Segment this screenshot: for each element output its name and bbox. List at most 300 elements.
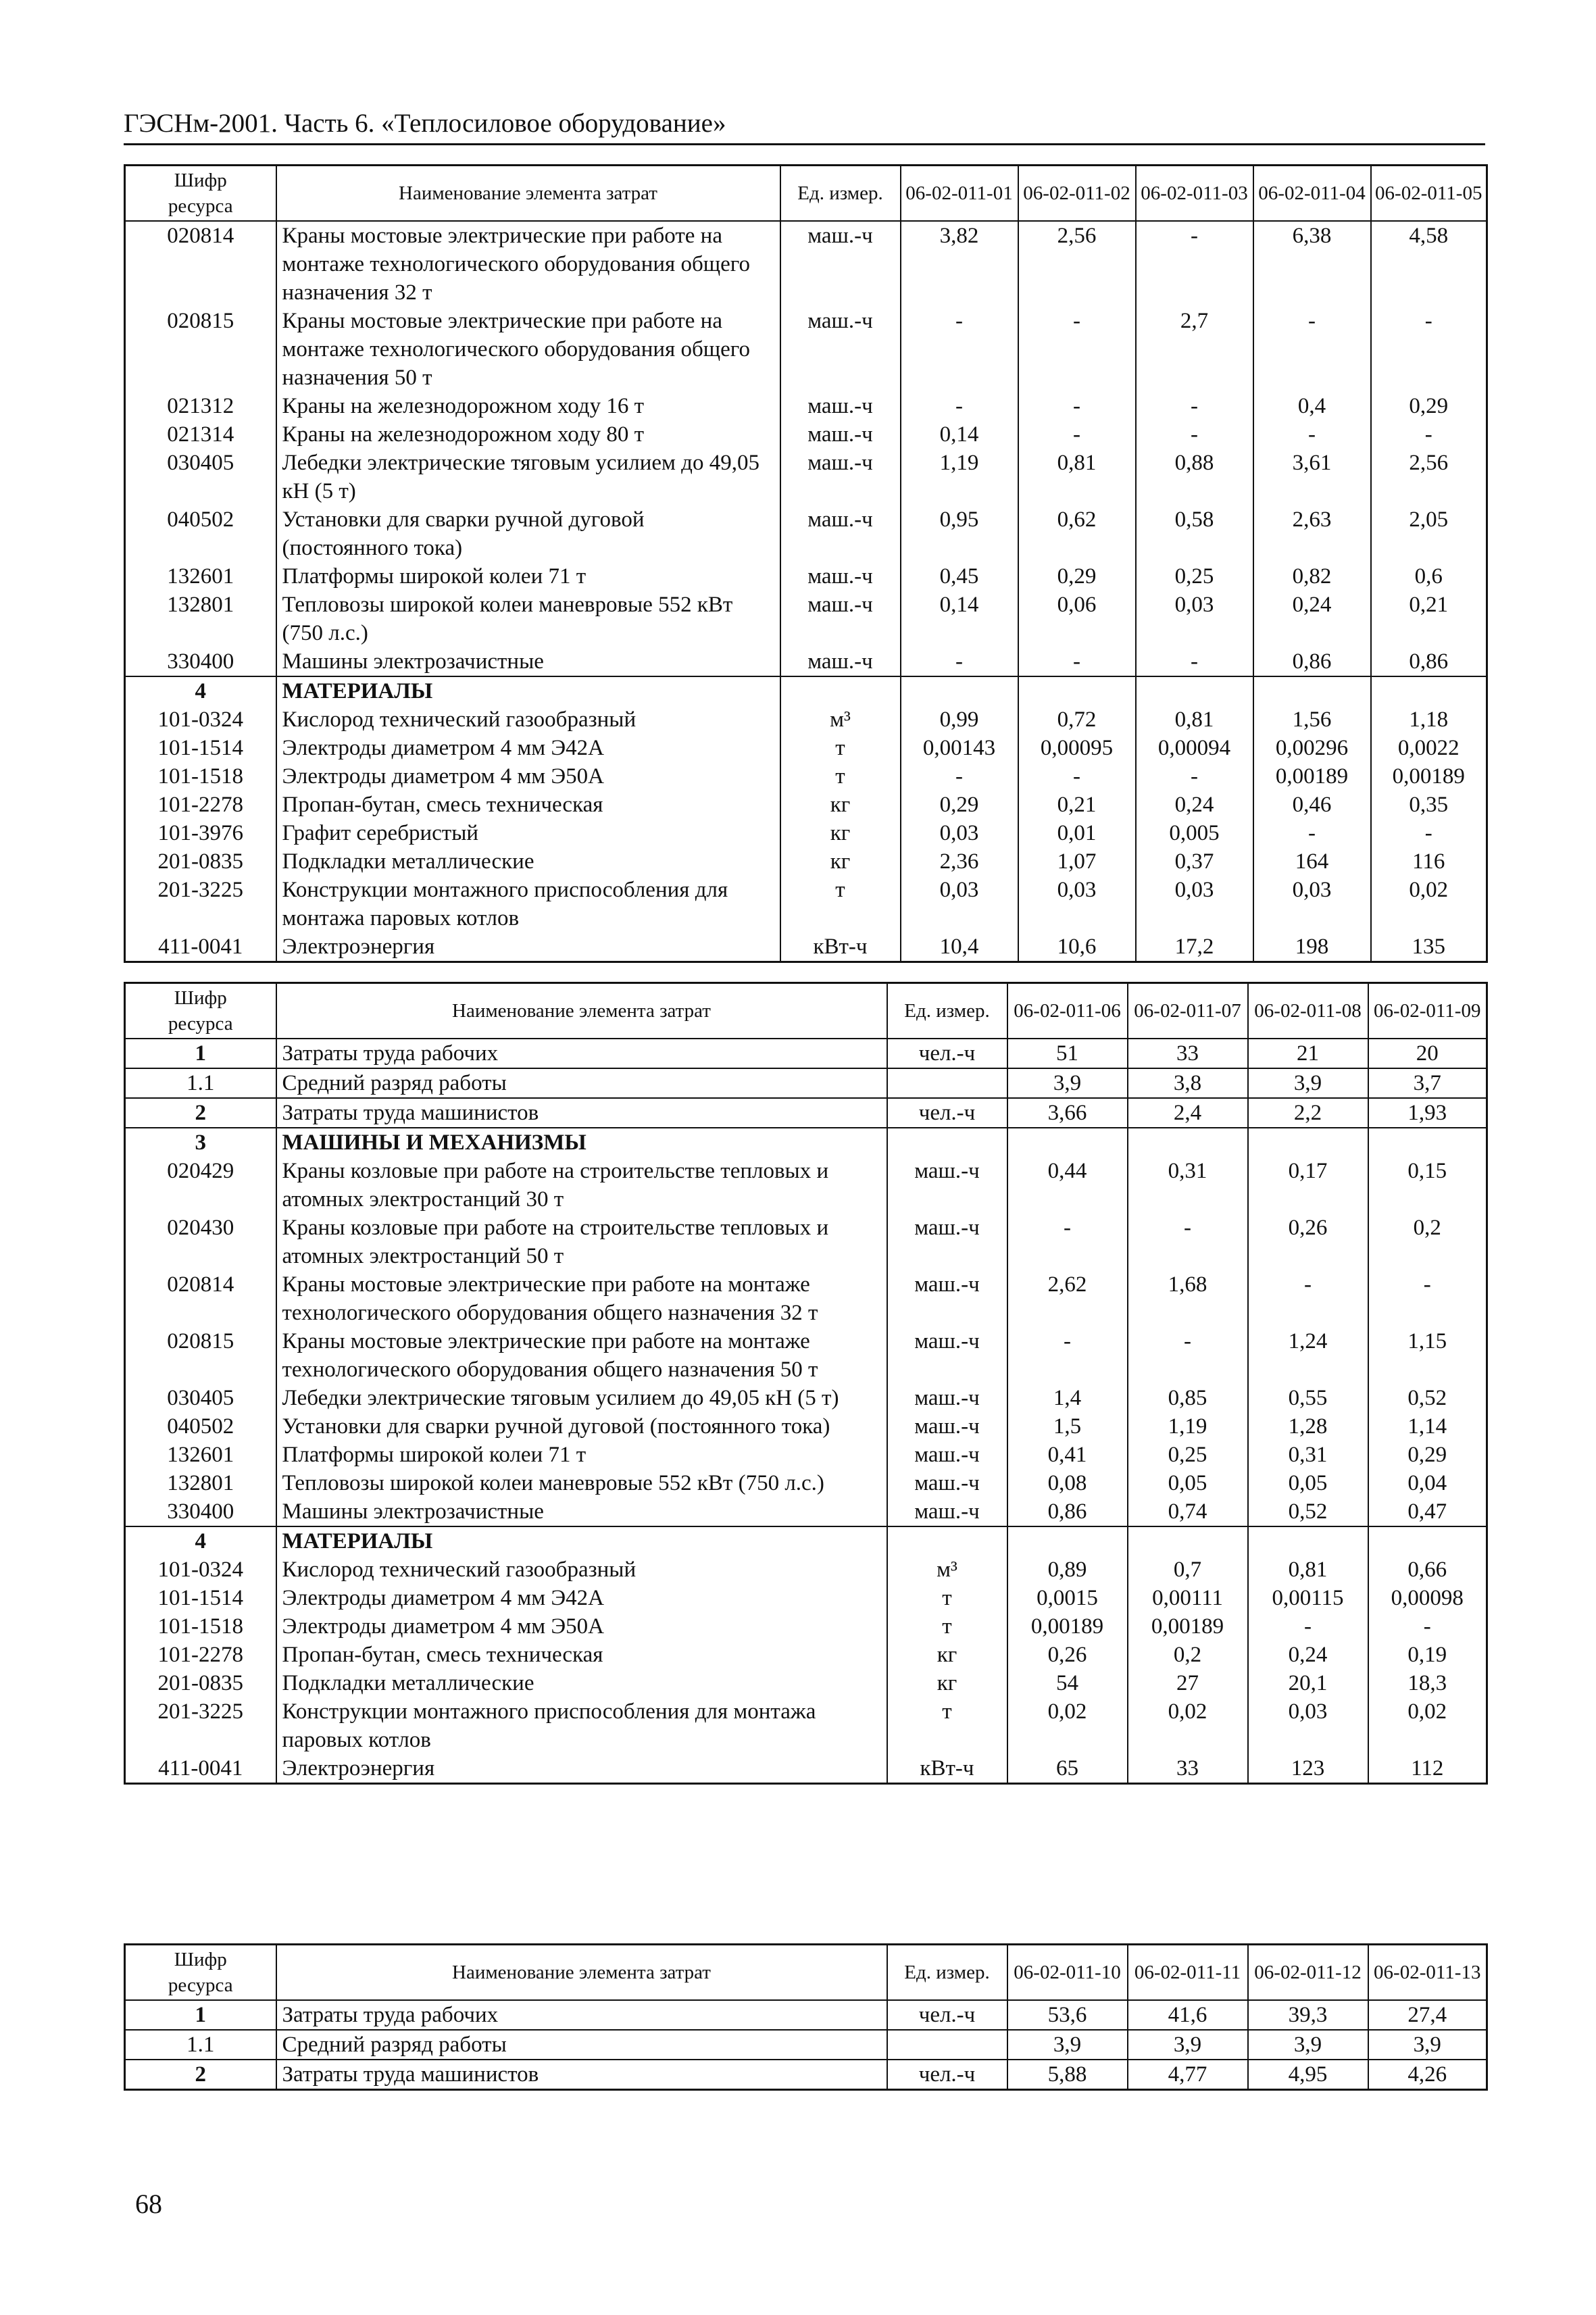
header-norm-code: 06-02-011-11 [1128, 1945, 1248, 2001]
resource-code: 030405 [125, 1384, 276, 1412]
table-row [125, 1068, 1487, 1098]
table-row [125, 562, 1487, 591]
cost-element-name: Пропан-бутан, смесь техническая [276, 1641, 887, 1669]
norm-value: 0,81 [1136, 705, 1253, 734]
table-row [125, 1669, 1487, 1697]
norm-value: 1,15 [1368, 1327, 1487, 1384]
unit: т [780, 734, 901, 762]
norm-value: 0,05 [1248, 1469, 1368, 1497]
norm-value: 1,19 [1128, 1412, 1248, 1441]
resource-code: 040502 [125, 1412, 276, 1441]
norm-value: - [1253, 307, 1371, 392]
table-row [125, 1612, 1487, 1641]
table-row [125, 420, 1487, 449]
cost-element-name: Электроэнергия [276, 1754, 887, 1784]
cost-element-name: Конструкции монтажного приспособления для монтажа паровых котлов [276, 876, 780, 932]
norm-value: 0,03 [901, 876, 1018, 932]
resource-code: 2 [125, 1098, 276, 1128]
norm-value: - [1371, 307, 1487, 392]
norm-value: 3,9 [1248, 1068, 1368, 1098]
cost-element-name: Тепловозы широкой колеи маневровые 552 кВт (750 л.с.) [276, 1469, 887, 1497]
norm-value: 20,1 [1248, 1669, 1368, 1697]
norm-value: 1,68 [1128, 1270, 1248, 1327]
unit: маш.-ч [780, 221, 901, 307]
norm-value: 0,2 [1128, 1641, 1248, 1669]
norm-value: 0,26 [1248, 1214, 1368, 1270]
norm-value: 0,26 [1007, 1641, 1128, 1669]
norm-value: 27,4 [1368, 2000, 1487, 2030]
norm-value: 20 [1368, 1039, 1487, 1068]
norm-value: 41,6 [1128, 2000, 1248, 2030]
table-row [125, 1270, 1487, 1327]
header-norm-code: 06-02-011-07 [1128, 983, 1248, 1039]
norm-value: 4,26 [1368, 2060, 1487, 2090]
unit [887, 2030, 1007, 2060]
norm-value: 2,05 [1371, 505, 1487, 562]
unit: маш.-ч [887, 1214, 1007, 1270]
unit: кг [780, 847, 901, 876]
unit [887, 1526, 1007, 1555]
table-row [125, 647, 1487, 676]
unit: чел.-ч [887, 2000, 1007, 2030]
unit: маш.-ч [780, 449, 901, 505]
unit: маш.-ч [780, 562, 901, 591]
table-row [125, 1412, 1487, 1441]
norm-value: 1,28 [1248, 1412, 1368, 1441]
header-code: Шифр ресурса [125, 983, 276, 1039]
norm-value: 1,24 [1248, 1327, 1368, 1384]
cost-element-name: Лебедки электрические тяговым усилием до 49,05 кН (5 т) [276, 1384, 887, 1412]
norm-value: - [1136, 221, 1253, 307]
resource-code: 020815 [125, 1327, 276, 1384]
cost-element-name: Конструкции монтажного приспособления для монтажа паровых котлов [276, 1697, 887, 1754]
resource-code: 411-0041 [125, 932, 276, 962]
norm-value: 0,24 [1248, 1641, 1368, 1669]
table-row [125, 505, 1487, 562]
table-row [125, 1469, 1487, 1497]
norm-value: 1,56 [1253, 705, 1371, 734]
cost-element-name: Краны мостовые электрические при работе на монтаже технологического оборудования общего назначения 50 т [276, 307, 780, 392]
header-name: Наименование элемента затрат [276, 983, 887, 1039]
resource-code: 101-2278 [125, 1641, 276, 1669]
header-name: Наименование элемента затрат [276, 1945, 887, 2001]
norm-value: 0,29 [901, 791, 1018, 819]
norm-value: 0,00098 [1368, 1584, 1487, 1612]
norm-value: 54 [1007, 1669, 1128, 1697]
norm-value: - [1368, 1270, 1487, 1327]
unit: маш.-ч [887, 1497, 1007, 1526]
header-norm-code: 06-02-011-04 [1253, 166, 1371, 222]
resource-code: 201-0835 [125, 847, 276, 876]
norm-value: 0,41 [1007, 1441, 1128, 1469]
section-row [125, 1526, 1487, 1555]
norm-value: 1,5 [1007, 1412, 1128, 1441]
cost-element-name: Машины электрозачистные [276, 647, 780, 676]
page-number: 68 [135, 2189, 162, 2219]
unit: кВт-ч [887, 1754, 1007, 1784]
norm-value: 0,85 [1128, 1384, 1248, 1412]
unit: маш.-ч [887, 1384, 1007, 1412]
unit: маш.-ч [887, 1469, 1007, 1497]
norm-value: 3,7 [1368, 1068, 1487, 1098]
norms-table-3 [124, 1943, 1488, 2091]
unit: т [887, 1697, 1007, 1754]
header-norm-code: 06-02-011-10 [1007, 1945, 1128, 2001]
unit: маш.-ч [887, 1412, 1007, 1441]
table-row [125, 449, 1487, 505]
norm-value: 2,63 [1253, 505, 1371, 562]
norm-value: 21 [1248, 1039, 1368, 1068]
table-row [125, 1157, 1487, 1214]
norm-value: 2,4 [1128, 1098, 1248, 1128]
unit: т [887, 1612, 1007, 1641]
norm-value: 0,29 [1368, 1441, 1487, 1469]
resource-code: 330400 [125, 647, 276, 676]
norm-value: - [1248, 1270, 1368, 1327]
table-body [125, 2000, 1487, 2090]
unit: маш.-ч [780, 591, 901, 647]
norm-value: 0,14 [901, 591, 1018, 647]
norm-value: 2,56 [1018, 221, 1136, 307]
norm-value: 18,3 [1368, 1669, 1487, 1697]
norm-value: 3,82 [901, 221, 1018, 307]
norm-value: - [1128, 1327, 1248, 1384]
unit [887, 1068, 1007, 1098]
norm-value: 0,88 [1136, 449, 1253, 505]
norm-value [1018, 676, 1136, 705]
cost-element-name: Платформы широкой колеи 71 т [276, 1441, 887, 1469]
norm-value [1371, 676, 1487, 705]
norm-value: - [901, 392, 1018, 420]
header-unit: Ед. измер. [780, 166, 901, 222]
norm-value: 2,36 [901, 847, 1018, 876]
cost-element-name: Краны козловые при работе на строительстве тепловых и атомных электростанций 30 т [276, 1157, 887, 1214]
norm-value: 0,02 [1128, 1697, 1248, 1754]
norm-value: 0,6 [1371, 562, 1487, 591]
norm-value: - [901, 647, 1018, 676]
table-row [125, 1754, 1487, 1784]
norm-value: 0,86 [1253, 647, 1371, 676]
cost-element-name: Краны мостовые электрические при работе на монтаже технологического оборудования общего назначения 32 т [276, 221, 780, 307]
resource-code: 020814 [125, 1270, 276, 1327]
norm-value: 0,00115 [1248, 1584, 1368, 1612]
norm-value: 0,17 [1248, 1157, 1368, 1214]
norm-value: 0,4 [1253, 392, 1371, 420]
resource-code: 1 [125, 2000, 276, 2030]
norm-value: 1,93 [1368, 1098, 1487, 1128]
norm-value: 6,38 [1253, 221, 1371, 307]
norm-value: 10,4 [901, 932, 1018, 962]
norm-value: - [1018, 647, 1136, 676]
norm-value: 27 [1128, 1669, 1248, 1697]
norm-value: 0,74 [1128, 1497, 1248, 1526]
norm-value: 39,3 [1248, 2000, 1368, 2030]
cost-element-name: Машины электрозачистные [276, 1497, 887, 1526]
norm-value: - [1136, 420, 1253, 449]
cost-element-name: Затраты труда машинистов [276, 1098, 887, 1128]
table-row [125, 819, 1487, 847]
unit: маш.-ч [887, 1327, 1007, 1384]
cost-element-name: Средний разряд работы [276, 1068, 887, 1098]
norm-value: 5,88 [1007, 2060, 1128, 2090]
norm-value: 0,21 [1371, 591, 1487, 647]
unit: кг [887, 1669, 1007, 1697]
norm-value: 0,66 [1368, 1555, 1487, 1584]
norm-value: - [1018, 420, 1136, 449]
cost-element-name: Краны мостовые электрические при работе на монтаже технологического оборудования общего назначения 50 т [276, 1327, 887, 1384]
norm-value [1007, 1128, 1128, 1157]
resource-code: 101-0324 [125, 705, 276, 734]
cost-element-name: Платформы широкой колеи 71 т [276, 562, 780, 591]
resource-code: 020429 [125, 1157, 276, 1214]
norm-value: - [1128, 1214, 1248, 1270]
cost-element-name: Затраты труда рабочих [276, 1039, 887, 1068]
unit: чел.-ч [887, 1039, 1007, 1068]
norm-value: 0,25 [1128, 1441, 1248, 1469]
norm-value: 0,00189 [1007, 1612, 1128, 1641]
norm-value: 112 [1368, 1754, 1487, 1784]
cost-element-name: МАШИНЫ И МЕХАНИЗМЫ [276, 1128, 887, 1157]
norm-value: - [1368, 1612, 1487, 1641]
norm-value: 0,45 [901, 562, 1018, 591]
norm-value: - [901, 307, 1018, 392]
norm-value: 0,21 [1018, 791, 1136, 819]
norm-value: 0,37 [1136, 847, 1253, 876]
header-norm-code: 06-02-011-09 [1368, 983, 1487, 1039]
norm-value: 0,00111 [1128, 1584, 1248, 1612]
norm-value: 0,02 [1371, 876, 1487, 932]
unit: маш.-ч [887, 1441, 1007, 1469]
norm-value: 3,9 [1128, 2030, 1248, 2060]
norm-value: 33 [1128, 1039, 1248, 1068]
table-row [125, 1555, 1487, 1584]
table-row [125, 1584, 1487, 1612]
norm-value [1248, 1526, 1368, 1555]
norm-value: 0,2 [1368, 1214, 1487, 1270]
header-code: Шифр ресурса [125, 1945, 276, 2001]
table-header [125, 1945, 1487, 2001]
norm-value: 2,56 [1371, 449, 1487, 505]
norm-value: 0,03 [1136, 876, 1253, 932]
norm-value: 0,04 [1368, 1469, 1487, 1497]
resource-code: 1 [125, 1039, 276, 1068]
norm-value: 0,03 [1136, 591, 1253, 647]
norm-value: - [1136, 762, 1253, 791]
resource-code: 132601 [125, 1441, 276, 1469]
table-row [125, 307, 1487, 392]
table-row [125, 705, 1487, 734]
table-row [125, 876, 1487, 932]
unit: кг [887, 1641, 1007, 1669]
norm-value: 0,00143 [901, 734, 1018, 762]
norm-value: 0,99 [901, 705, 1018, 734]
norms-table-2 [124, 982, 1488, 1785]
norm-value [901, 676, 1018, 705]
norm-value [1253, 676, 1371, 705]
table-row [125, 1098, 1487, 1128]
resource-code: 201-3225 [125, 1697, 276, 1754]
norm-value: 2,2 [1248, 1098, 1368, 1128]
norm-value: 0,00189 [1371, 762, 1487, 791]
norm-value: 198 [1253, 932, 1371, 962]
cost-element-name: Затраты труда рабочих [276, 2000, 887, 2030]
page-header: ГЭСНм-2001. Часть 6. «Теплосиловое оборудование» [124, 107, 1485, 145]
header-norm-code: 06-02-011-01 [901, 166, 1018, 222]
cost-element-name: Электроды диаметром 4 мм Э42А [276, 1584, 887, 1612]
norm-value: 0,82 [1253, 562, 1371, 591]
resource-code: 040502 [125, 505, 276, 562]
header-norm-code: 06-02-011-13 [1368, 1945, 1487, 2001]
resource-code: 3 [125, 1128, 276, 1157]
cost-element-name: Краны мостовые электрические при работе на монтаже технологического оборудования общего назначения 32 т [276, 1270, 887, 1327]
norm-value: - [1018, 762, 1136, 791]
resource-code: 2 [125, 2060, 276, 2090]
resource-code: 021314 [125, 420, 276, 449]
resource-code: 411-0041 [125, 1754, 276, 1784]
table-row [125, 1214, 1487, 1270]
norm-value: 0,81 [1018, 449, 1136, 505]
norm-value [1128, 1128, 1248, 1157]
norm-value: 0,19 [1368, 1641, 1487, 1669]
table-row [125, 392, 1487, 420]
norm-value: 17,2 [1136, 932, 1253, 962]
cost-element-name: Установки для сварки ручной дуговой (постоянного тока) [276, 505, 780, 562]
norm-value: 4,77 [1128, 2060, 1248, 2090]
unit: маш.-ч [780, 647, 901, 676]
table-header [125, 166, 1487, 222]
norm-value [1368, 1526, 1487, 1555]
norm-value: 0,02 [1368, 1697, 1487, 1754]
norm-value [1248, 1128, 1368, 1157]
norm-value: 1,4 [1007, 1384, 1128, 1412]
norm-value: 0,25 [1136, 562, 1253, 591]
cost-element-name: МАТЕРИАЛЫ [276, 676, 780, 705]
norm-value: 0,46 [1253, 791, 1371, 819]
unit: кВт-ч [780, 932, 901, 962]
norms-table-1 [124, 164, 1488, 963]
norm-value: 0,95 [901, 505, 1018, 562]
table-body [125, 1039, 1487, 1784]
norm-value: 53,6 [1007, 2000, 1128, 2030]
norm-value: 10,6 [1018, 932, 1136, 962]
norm-value: 0,03 [1253, 876, 1371, 932]
norm-value: 65 [1007, 1754, 1128, 1784]
norm-value [1007, 1526, 1128, 1555]
table-row [125, 221, 1487, 307]
resource-code: 020814 [125, 221, 276, 307]
norm-value: - [1248, 1612, 1368, 1641]
table-row [125, 1384, 1487, 1412]
resource-code: 201-0835 [125, 1669, 276, 1697]
norm-value: 3,66 [1007, 1098, 1128, 1128]
norm-value: 0,0022 [1371, 734, 1487, 762]
norm-value: 0,00189 [1253, 762, 1371, 791]
norm-value: - [1007, 1327, 1128, 1384]
norm-value [1128, 1526, 1248, 1555]
resource-code: 201-3225 [125, 876, 276, 932]
norm-value: 0,24 [1253, 591, 1371, 647]
norm-value: 0,29 [1018, 562, 1136, 591]
norm-value: 0,00094 [1136, 734, 1253, 762]
cost-element-name: Подкладки металлические [276, 1669, 887, 1697]
norm-value: 116 [1371, 847, 1487, 876]
cost-element-name: Тепловозы широкой колеи маневровые 552 кВт (750 л.с.) [276, 591, 780, 647]
header-unit: Ед. измер. [887, 983, 1007, 1039]
norm-value: 3,9 [1248, 2030, 1368, 2060]
norm-value: 2,7 [1136, 307, 1253, 392]
table-row [125, 762, 1487, 791]
cost-element-name: Графит серебристый [276, 819, 780, 847]
norm-value: 51 [1007, 1039, 1128, 1068]
resource-code: 030405 [125, 449, 276, 505]
norm-value: 1,18 [1371, 705, 1487, 734]
resource-code: 101-3976 [125, 819, 276, 847]
norm-value: 0,00296 [1253, 734, 1371, 762]
norm-value: 0,005 [1136, 819, 1253, 847]
norm-value: - [1371, 819, 1487, 847]
norm-value: 0,03 [1018, 876, 1136, 932]
unit [780, 676, 901, 705]
cost-element-name: Лебедки электрические тяговым усилием до 49,05 кН (5 т) [276, 449, 780, 505]
cost-element-name: Электроды диаметром 4 мм Э42А [276, 734, 780, 762]
norm-value: - [1007, 1214, 1128, 1270]
norm-value: 135 [1371, 932, 1487, 962]
norm-value: 3,9 [1007, 1068, 1128, 1098]
resource-code: 101-1514 [125, 734, 276, 762]
cost-element-name: Кислород технический газообразный [276, 1555, 887, 1584]
table-row [125, 734, 1487, 762]
cost-element-name: Краны на железнодорожном ходу 80 т [276, 420, 780, 449]
norm-value: - [1018, 307, 1136, 392]
table-row [125, 2000, 1487, 2030]
norm-value: 3,61 [1253, 449, 1371, 505]
resource-code: 1.1 [125, 1068, 276, 1098]
norm-value: 33 [1128, 1754, 1248, 1784]
norm-value: 0,72 [1018, 705, 1136, 734]
norm-value: 0,35 [1371, 791, 1487, 819]
norm-value: 0,7 [1128, 1555, 1248, 1584]
resource-code: 132801 [125, 591, 276, 647]
norm-value: 0,52 [1368, 1384, 1487, 1412]
header-norm-code: 06-02-011-03 [1136, 166, 1253, 222]
table-row [125, 1697, 1487, 1754]
norm-value: 0,62 [1018, 505, 1136, 562]
norm-value: 2,62 [1007, 1270, 1128, 1327]
norm-value: 0,47 [1368, 1497, 1487, 1526]
cost-element-name: Пропан-бутан, смесь техническая [276, 791, 780, 819]
unit: м³ [887, 1555, 1007, 1584]
resource-code: 330400 [125, 1497, 276, 1526]
cost-element-name: Краны на железнодорожном ходу 16 т [276, 392, 780, 420]
table-row [125, 1039, 1487, 1068]
table-row [125, 2030, 1487, 2060]
table-row [125, 791, 1487, 819]
norm-value: 0,03 [901, 819, 1018, 847]
table-row [125, 847, 1487, 876]
unit: м³ [780, 705, 901, 734]
norm-value: - [1253, 420, 1371, 449]
table-row [125, 2060, 1487, 2090]
cost-element-name: Электроды диаметром 4 мм Э50А [276, 1612, 887, 1641]
norm-value: 0,05 [1128, 1469, 1248, 1497]
cost-element-name: Установки для сварки ручной дуговой (постоянного тока) [276, 1412, 887, 1441]
unit: маш.-ч [780, 505, 901, 562]
norm-value: - [1371, 420, 1487, 449]
resource-code: 1.1 [125, 2030, 276, 2060]
table-row [125, 932, 1487, 962]
norm-value: 4,58 [1371, 221, 1487, 307]
norm-value: - [1018, 392, 1136, 420]
